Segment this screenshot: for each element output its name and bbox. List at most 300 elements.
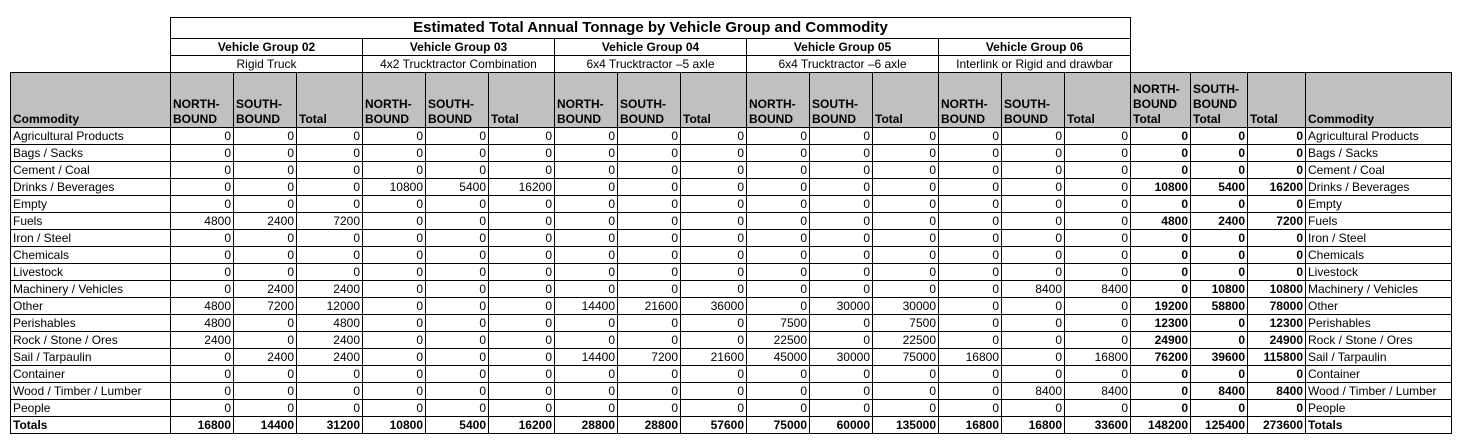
value-cell: 0 (681, 128, 747, 145)
commodity-cell: People (11, 400, 171, 417)
value-cell: 30000 (810, 298, 873, 315)
value-cell: 0 (810, 230, 873, 247)
value-cell: 0 (1065, 298, 1131, 315)
table-row (11, 145, 1452, 162)
value-cell: 0 (1248, 128, 1306, 145)
value-cell: 0 (618, 179, 681, 196)
vehicle-group-name: Vehicle Group 02 (171, 39, 363, 56)
value-cell: 0 (489, 315, 555, 332)
value-cell: 33600 (1065, 417, 1131, 434)
value-cell: 0 (747, 281, 810, 298)
value-cell: 0 (1131, 366, 1191, 383)
value-cell: 2400 (171, 332, 234, 349)
value-cell: 0 (1002, 332, 1065, 349)
value-cell: 0 (939, 400, 1002, 417)
value-cell: 0 (1131, 281, 1191, 298)
commodity-cell-right: Totals (1306, 417, 1452, 434)
table-row (11, 383, 1452, 400)
value-cell: 0 (363, 230, 426, 247)
commodity-cell-right: Bags / Sacks (1306, 145, 1452, 162)
value-cell: 0 (1248, 400, 1306, 417)
value-cell: 0 (363, 264, 426, 281)
value-cell: 0 (1002, 179, 1065, 196)
value-cell: 0 (1065, 145, 1131, 162)
value-cell: 0 (426, 247, 489, 264)
value-cell: 57600 (681, 417, 747, 434)
value-cell: 0 (489, 264, 555, 281)
value-cell: 21600 (618, 298, 681, 315)
value-cell: 0 (234, 332, 297, 349)
value-cell: 0 (297, 128, 363, 145)
value-cell: 0 (1191, 128, 1248, 145)
value-cell: 0 (1191, 162, 1248, 179)
value-cell: 19200 (1131, 298, 1191, 315)
value-cell: 0 (873, 145, 939, 162)
value-cell: 0 (171, 179, 234, 196)
value-cell: 0 (873, 264, 939, 281)
value-cell: 0 (297, 162, 363, 179)
value-cell: 76200 (1131, 349, 1191, 366)
value-cell: 0 (1065, 400, 1131, 417)
vehicle-group-name: Vehicle Group 03 (363, 39, 555, 56)
value-cell: 0 (555, 145, 618, 162)
value-cell: 75000 (747, 417, 810, 434)
value-cell: 0 (426, 400, 489, 417)
value-cell: 0 (618, 145, 681, 162)
value-cell: 0 (1131, 128, 1191, 145)
value-cell: 0 (555, 281, 618, 298)
value-cell: 0 (939, 315, 1002, 332)
value-cell: 0 (681, 383, 747, 400)
value-cell: 0 (363, 145, 426, 162)
value-cell: 0 (171, 281, 234, 298)
value-cell: 0 (234, 400, 297, 417)
value-cell: 4800 (1131, 213, 1191, 230)
value-cell: 58800 (1191, 298, 1248, 315)
northbound-header-line: BOUND (365, 112, 409, 126)
southbound-header (1002, 73, 1065, 128)
northbound-header-line: NORTH- (749, 97, 796, 111)
title-row (11, 18, 1452, 39)
vehicle-group-desc: Interlink or Rigid and drawbar (939, 56, 1131, 73)
value-cell: 0 (810, 400, 873, 417)
value-cell: 0 (171, 349, 234, 366)
value-cell: 0 (1065, 230, 1131, 247)
southbound-header-line: BOUND (812, 112, 856, 126)
value-cell: 7200 (1248, 213, 1306, 230)
southbound-header-line: BOUND (428, 112, 472, 126)
value-cell: 0 (681, 213, 747, 230)
southbound-header-line: BOUND (620, 112, 664, 126)
value-cell: 0 (363, 332, 426, 349)
value-cell: 0 (747, 383, 810, 400)
commodity-cell-right: Rock / Stone / Ores (1306, 332, 1452, 349)
value-cell: 0 (426, 264, 489, 281)
value-cell: 24900 (1131, 332, 1191, 349)
southbound-total-header-line: Total (1193, 112, 1221, 126)
value-cell: 0 (1002, 247, 1065, 264)
value-cell: 2400 (234, 281, 297, 298)
southbound-total-header (1191, 73, 1248, 128)
value-cell: 0 (618, 264, 681, 281)
value-cell: 0 (363, 128, 426, 145)
commodity-cell: Chemicals (11, 247, 171, 264)
commodity-cell: Livestock (11, 264, 171, 281)
value-cell: 7200 (297, 213, 363, 230)
value-cell: 0 (873, 213, 939, 230)
value-cell: 0 (489, 145, 555, 162)
tonnage-table (10, 17, 1452, 434)
value-cell: 0 (939, 298, 1002, 315)
value-cell: 0 (939, 383, 1002, 400)
table-row (11, 366, 1452, 383)
value-cell: 39600 (1191, 349, 1248, 366)
value-cell: 12300 (1131, 315, 1191, 332)
value-cell: 16800 (939, 417, 1002, 434)
totals-row (11, 417, 1452, 434)
vehicle-group-name: Vehicle Group 04 (555, 39, 747, 56)
value-cell: 0 (234, 247, 297, 264)
value-cell: 0 (873, 128, 939, 145)
value-cell: 0 (234, 383, 297, 400)
table-row (11, 298, 1452, 315)
value-cell: 0 (1002, 128, 1065, 145)
table-row (11, 179, 1452, 196)
commodity-cell-right: Wood / Timber / Lumber (1306, 383, 1452, 400)
value-cell: 0 (747, 145, 810, 162)
value-cell: 0 (1131, 400, 1191, 417)
southbound-header-line: BOUND (1004, 112, 1048, 126)
value-cell: 0 (1248, 230, 1306, 247)
table-row (11, 349, 1452, 366)
value-cell: 0 (297, 264, 363, 281)
value-cell: 0 (618, 366, 681, 383)
value-cell: 0 (234, 162, 297, 179)
commodity-cell: Perishables (11, 315, 171, 332)
value-cell: 0 (873, 247, 939, 264)
table-row (11, 315, 1452, 332)
value-cell: 0 (171, 264, 234, 281)
value-cell: 0 (873, 230, 939, 247)
vehicle-group-desc: 6x4 Trucktractor –6 axle (747, 56, 939, 73)
value-cell: 0 (1065, 196, 1131, 213)
value-cell: 0 (939, 162, 1002, 179)
value-cell: 0 (489, 230, 555, 247)
value-cell: 0 (873, 162, 939, 179)
value-cell: 0 (810, 264, 873, 281)
value-cell: 0 (171, 247, 234, 264)
commodity-cell-right: Livestock (1306, 264, 1452, 281)
value-cell: 0 (1191, 247, 1248, 264)
value-cell: 0 (555, 315, 618, 332)
southbound-header (234, 73, 297, 128)
northbound-header (171, 73, 234, 128)
commodity-cell: Sail / Tarpaulin (11, 349, 171, 366)
commodity-cell-right: Empty (1306, 196, 1452, 213)
value-cell: 60000 (810, 417, 873, 434)
commodity-cell: Totals (11, 417, 171, 434)
value-cell: 0 (618, 400, 681, 417)
value-cell: 2400 (1191, 213, 1248, 230)
value-cell: 0 (426, 230, 489, 247)
total-header (1065, 73, 1131, 128)
value-cell: 0 (1131, 383, 1191, 400)
commodity-cell-right: People (1306, 400, 1452, 417)
value-cell: 0 (939, 230, 1002, 247)
table-row (11, 213, 1452, 230)
value-cell: 0 (426, 281, 489, 298)
value-cell: 0 (171, 383, 234, 400)
vehicle-group-name: Vehicle Group 05 (747, 39, 939, 56)
value-cell: 0 (747, 162, 810, 179)
total-header-line: Total (299, 112, 327, 126)
value-cell: 0 (939, 281, 1002, 298)
value-cell: 0 (363, 366, 426, 383)
value-cell: 0 (363, 400, 426, 417)
value-cell: 0 (1191, 196, 1248, 213)
value-cell: 0 (1002, 196, 1065, 213)
commodity-cell: Container (11, 366, 171, 383)
commodity-cell-right: Machinery / Vehicles (1306, 281, 1452, 298)
value-cell: 0 (1248, 247, 1306, 264)
value-cell: 0 (618, 383, 681, 400)
value-cell: 0 (681, 179, 747, 196)
total-header (297, 73, 363, 128)
southbound-header-line: SOUTH- (812, 97, 858, 111)
value-cell: 2400 (297, 332, 363, 349)
value-cell: 0 (489, 247, 555, 264)
value-cell: 0 (939, 247, 1002, 264)
value-cell: 0 (810, 281, 873, 298)
value-cell: 0 (747, 230, 810, 247)
value-cell: 0 (1002, 213, 1065, 230)
commodity-cell: Iron / Steel (11, 230, 171, 247)
value-cell: 0 (1002, 315, 1065, 332)
value-cell: 0 (234, 230, 297, 247)
value-cell: 0 (489, 162, 555, 179)
commodity-cell-right: Container (1306, 366, 1452, 383)
value-cell: 0 (555, 264, 618, 281)
commodity-cell-right: Agricultural Products (1306, 128, 1452, 145)
northbound-header-line: BOUND (173, 112, 217, 126)
northbound-total-header-line: BOUND (1133, 97, 1177, 111)
commodity-cell-right: Drinks / Beverages (1306, 179, 1452, 196)
commodity-cell: Cement / Coal (11, 162, 171, 179)
value-cell: 0 (555, 162, 618, 179)
value-cell: 45000 (747, 349, 810, 366)
value-cell: 0 (810, 128, 873, 145)
northbound-total-header-line: NORTH- (1133, 82, 1180, 96)
value-cell: 0 (747, 298, 810, 315)
value-cell: 0 (234, 264, 297, 281)
value-cell: 0 (1248, 264, 1306, 281)
value-cell: 2400 (234, 349, 297, 366)
value-cell: 0 (873, 179, 939, 196)
value-cell: 8400 (1065, 281, 1131, 298)
value-cell: 0 (939, 196, 1002, 213)
value-cell: 0 (297, 230, 363, 247)
total-header-line: Total (683, 112, 711, 126)
value-cell: 0 (618, 128, 681, 145)
northbound-header (555, 73, 618, 128)
value-cell: 22500 (873, 332, 939, 349)
total-header (489, 73, 555, 128)
value-cell: 0 (234, 366, 297, 383)
commodity-cell-right: Perishables (1306, 315, 1452, 332)
value-cell: 0 (681, 366, 747, 383)
value-cell: 0 (1002, 230, 1065, 247)
value-cell: 12000 (297, 298, 363, 315)
value-cell: 14400 (555, 298, 618, 315)
northbound-total-header (1131, 73, 1191, 128)
southbound-total-header-line: BOUND (1193, 97, 1237, 111)
value-cell: 0 (363, 298, 426, 315)
value-cell: 0 (489, 128, 555, 145)
value-cell: 0 (939, 145, 1002, 162)
northbound-total-header-line: Total (1133, 112, 1161, 126)
value-cell: 0 (426, 332, 489, 349)
value-cell: 0 (810, 332, 873, 349)
value-cell: 0 (555, 366, 618, 383)
value-cell: 0 (810, 383, 873, 400)
group-name-row (11, 39, 1452, 56)
value-cell: 0 (810, 196, 873, 213)
value-cell: 0 (1065, 247, 1131, 264)
value-cell: 0 (555, 400, 618, 417)
value-cell: 0 (555, 179, 618, 196)
value-cell: 0 (1248, 145, 1306, 162)
value-cell: 0 (363, 383, 426, 400)
value-cell: 0 (171, 400, 234, 417)
total-header (873, 73, 939, 128)
northbound-header-line: NORTH- (173, 97, 220, 111)
value-cell: 0 (1191, 400, 1248, 417)
value-cell: 0 (1002, 349, 1065, 366)
value-cell: 115800 (1248, 349, 1306, 366)
value-cell: 0 (810, 162, 873, 179)
value-cell: 0 (234, 145, 297, 162)
value-cell: 0 (1248, 366, 1306, 383)
value-cell: 10800 (1191, 281, 1248, 298)
value-cell: 7500 (747, 315, 810, 332)
value-cell: 0 (681, 145, 747, 162)
value-cell: 0 (810, 145, 873, 162)
value-cell: 8400 (1002, 383, 1065, 400)
table-row (11, 400, 1452, 417)
commodity-cell: Wood / Timber / Lumber (11, 383, 171, 400)
northbound-header-line: BOUND (557, 112, 601, 126)
value-cell: 0 (363, 247, 426, 264)
value-cell: 0 (1065, 315, 1131, 332)
value-cell: 16800 (939, 349, 1002, 366)
value-cell: 0 (681, 162, 747, 179)
value-cell: 7500 (873, 315, 939, 332)
northbound-header-line: NORTH- (557, 97, 604, 111)
value-cell: 0 (555, 196, 618, 213)
value-cell: 0 (234, 315, 297, 332)
group-desc-row (11, 56, 1452, 73)
value-cell: 0 (681, 332, 747, 349)
value-cell: 0 (681, 247, 747, 264)
value-cell: 0 (747, 213, 810, 230)
value-cell: 0 (363, 349, 426, 366)
northbound-header-line: BOUND (749, 112, 793, 126)
value-cell: 0 (297, 247, 363, 264)
value-cell: 0 (747, 366, 810, 383)
southbound-header (618, 73, 681, 128)
value-cell: 78000 (1248, 298, 1306, 315)
value-cell: 0 (489, 383, 555, 400)
table-row (11, 230, 1452, 247)
value-cell: 0 (489, 196, 555, 213)
value-cell: 0 (1191, 315, 1248, 332)
value-cell: 4800 (171, 298, 234, 315)
commodity-header: Commodity (11, 73, 171, 128)
value-cell: 0 (1065, 162, 1131, 179)
value-cell: 10800 (1248, 281, 1306, 298)
value-cell: 0 (489, 332, 555, 349)
value-cell: 0 (1131, 230, 1191, 247)
value-cell: 0 (747, 128, 810, 145)
grand-total-header (1248, 73, 1306, 128)
commodity-cell: Empty (11, 196, 171, 213)
value-cell: 0 (618, 332, 681, 349)
commodity-cell: Fuels (11, 213, 171, 230)
commodity-cell-right: Chemicals (1306, 247, 1452, 264)
table-row (11, 196, 1452, 213)
value-cell: 7200 (234, 298, 297, 315)
value-cell: 0 (426, 298, 489, 315)
value-cell: 0 (426, 366, 489, 383)
value-cell: 0 (681, 281, 747, 298)
commodity-cell-right: Cement / Coal (1306, 162, 1452, 179)
value-cell: 16800 (1065, 349, 1131, 366)
value-cell: 28800 (555, 417, 618, 434)
value-cell: 0 (171, 145, 234, 162)
value-cell: 8400 (1248, 383, 1306, 400)
value-cell: 0 (810, 247, 873, 264)
vehicle-group-desc: 6x4 Trucktractor –5 axle (555, 56, 747, 73)
value-cell: 0 (681, 230, 747, 247)
value-cell: 0 (1002, 162, 1065, 179)
value-cell: 14400 (234, 417, 297, 434)
value-cell: 31200 (297, 417, 363, 434)
value-cell: 0 (363, 162, 426, 179)
value-cell: 8400 (1191, 383, 1248, 400)
value-cell: 0 (618, 315, 681, 332)
value-cell: 148200 (1131, 417, 1191, 434)
value-cell: 16800 (171, 417, 234, 434)
value-cell: 16200 (489, 179, 555, 196)
value-cell: 0 (939, 332, 1002, 349)
value-cell: 0 (681, 196, 747, 213)
value-cell: 16200 (1248, 179, 1306, 196)
value-cell: 0 (1002, 366, 1065, 383)
value-cell: 0 (1191, 264, 1248, 281)
table-row (11, 332, 1452, 349)
value-cell: 30000 (873, 298, 939, 315)
value-cell: 0 (297, 400, 363, 417)
value-cell: 5400 (426, 179, 489, 196)
value-cell: 0 (939, 179, 1002, 196)
value-cell: 10800 (1131, 179, 1191, 196)
southbound-header (426, 73, 489, 128)
value-cell: 0 (426, 162, 489, 179)
value-cell: 0 (1065, 332, 1131, 349)
value-cell: 0 (939, 366, 1002, 383)
total-header-line: Total (1067, 112, 1095, 126)
commodity-cell: Rock / Stone / Ores (11, 332, 171, 349)
